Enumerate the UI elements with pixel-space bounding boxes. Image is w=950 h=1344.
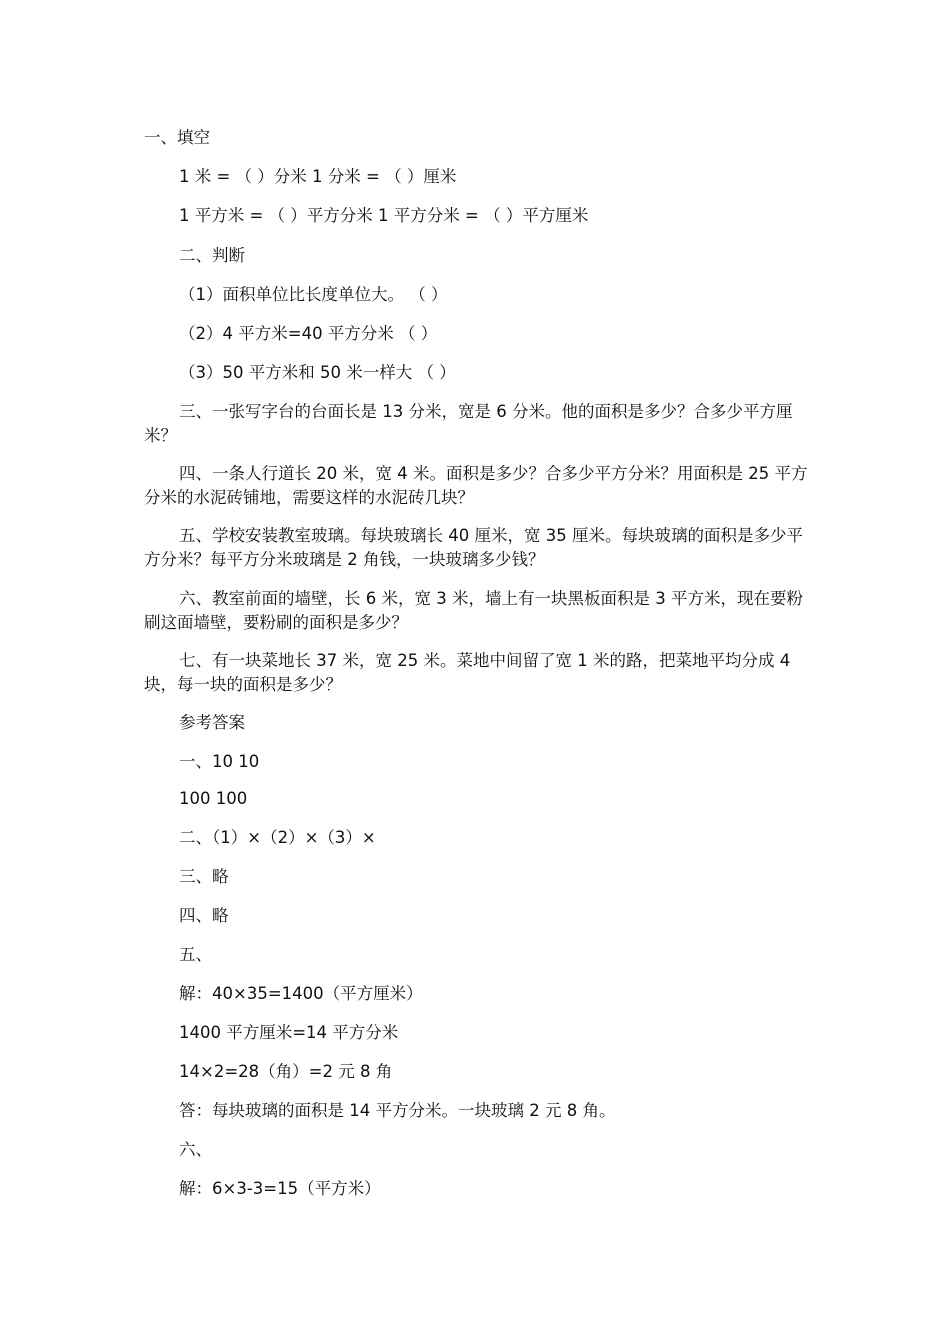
fill-item-2: 1 平方米 = （ ）平方分米 1 平方分米 = （ ）平方厘米: [179, 206, 589, 225]
fill-heading: 一、填空: [144, 128, 210, 147]
answer-6-step-1: 解：6×3-3=15（平方米）: [179, 1179, 381, 1198]
judge-item-1: （1）面积单位比长度单位大。 （ ）: [179, 285, 448, 304]
answer-2: 二、（1）×（2）×（3）×: [179, 828, 376, 847]
question-7: 七、有一块菜地长 37 米，宽 25 米。菜地中间留了宽 1 米的路，把菜地平均分成 4 块，每一块的面积是多少？: [144, 651, 791, 694]
question-5: 五、学校安装教室玻璃。每块玻璃长 40 厘米，宽 35 厘米。每块玻璃的面积是多少平方分米？每平方分米玻璃是 2 角钱，一块玻璃多少钱？: [144, 526, 803, 569]
answer-5-step-3: 14×2=28（角）=2 元 8 角: [179, 1062, 393, 1081]
answer-5-heading: 五、: [179, 945, 212, 964]
answer-5-step-2: 1400 平方厘米=14 平方分米: [179, 1023, 399, 1042]
judge-heading: 二、判断: [179, 246, 245, 265]
judge-item-3: （3）50 平方米和 50 米一样大 （ ）: [179, 363, 456, 382]
answer-5-step-1: 解：40×35=1400（平方厘米）: [179, 984, 423, 1003]
answer-5-conclusion: 答：每块玻璃的面积是 14 平方分米。一块玻璃 2 元 8 角。: [179, 1101, 616, 1120]
answer-6-heading: 六、: [179, 1140, 212, 1159]
answers-heading: 参考答案: [179, 713, 245, 732]
question-3: 三、一张写字台的台面长是 13 分米，宽是 6 分米。他的面积是多少？合多少平方厘米？: [144, 402, 793, 445]
answer-3: 三、略: [179, 867, 229, 886]
answer-1-line-1: 一、10 10: [179, 752, 260, 771]
fill-item-1: 1 米 = （ ）分米 1 分米 = （ ）厘米: [179, 167, 457, 186]
question-4: 四、一条人行道长 20 米，宽 4 米。面积是多少？合多少平方分米？用面积是 25 平方分米的水泥砖铺地，需要这样的水泥砖几块？: [144, 464, 808, 507]
answer-1-line-2: 100 100: [179, 789, 248, 808]
judge-item-2: （2）4 平方米=40 平方分米 （ ）: [179, 324, 438, 343]
answer-4: 四、略: [179, 906, 229, 925]
question-6: 六、教室前面的墙壁，长 6 米，宽 3 米，墙上有一块黑板面积是 3 平方米，现在要粉刷这面墙壁，要粉刷的面积是多少？: [144, 589, 803, 632]
